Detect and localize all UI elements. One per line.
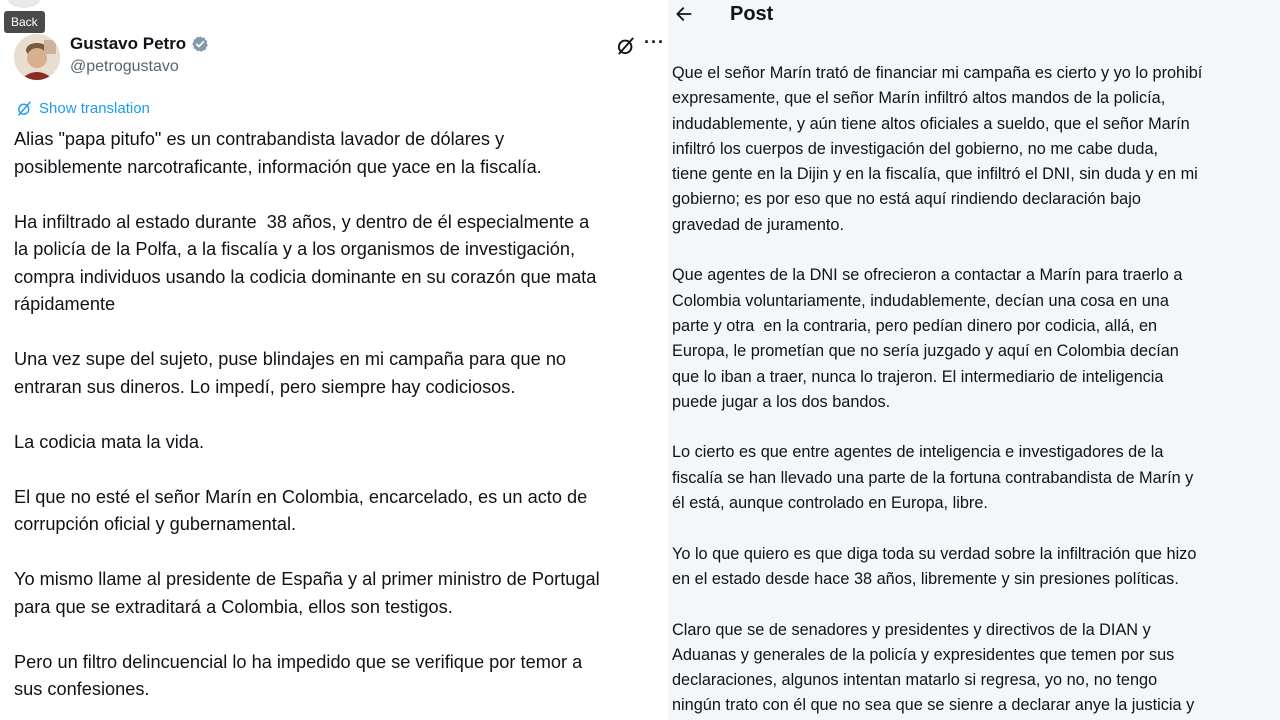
tweet-text	[14, 126, 666, 720]
more-options-icon[interactable]: ···	[644, 32, 665, 52]
tweet-paragraph: Una vez supe del sujeto, puse blindajes en mi campaña para que no entraran sus dineros. Lo impedí, pero siempre hay codiciosos.	[14, 349, 567, 397]
tweet-paragraph: Alias "papa pitufo" es un contrabandista lavador de dólares y posiblemente narcotraficante, información que yace en la fiscalía.	[14, 129, 542, 177]
post-text	[672, 61, 1276, 720]
tweet-paragraph: La codicia mata la vida.	[14, 431, 205, 452]
grok-icon[interactable]	[616, 36, 636, 56]
avatar[interactable]	[14, 34, 60, 80]
tweet-paragraph: Pero un filtro delincuencial lo ha impedido que se verifique por temor a sus confesiones.	[14, 651, 583, 699]
back-tooltip: Back	[4, 11, 45, 33]
author-name[interactable]	[70, 34, 209, 54]
tweet-paragraph: Yo mismo llame al presidente de España y al primer ministro de Portugal para que se extraditará a Colombia, ellos son testigos.	[14, 569, 600, 617]
tweet-paragraph: El que no esté el señor Marín en Colombia, encarcelado, es un acto de corrupción oficial y gubernamental.	[14, 486, 588, 534]
post-paragraph: Que el señor Marín trató de financiar mi campaña es cierto y yo lo prohibí expresamente, que el señor Marín infiltró altos mandos de la policía, indudablemente, y aún tiene altos oficiales a sueldo, que el señor Marín infiltró los cuerpos de investigación del gobierno, no me cabe duda, tiene gente en la Dijin y en la fiscalía, que infiltró el DNI, sin duda y en mi gobierno; es por eso que no está aquí rindiendo declaración bajo gravedad de juramento.	[672, 64, 1203, 234]
back-arrow-icon[interactable]	[674, 4, 694, 24]
show-translation-label: Show translation	[39, 100, 150, 117]
post-paragraph: Lo cierto es que entre agentes de inteligencia e investigadores de la fiscalía se han llevado una parte de la fortuna contrabandista de Marín y él está, aunque controlado en Europa, libre.	[672, 443, 1194, 513]
avatar-photo-icon	[14, 34, 60, 80]
post-paragraph: Claro que se de senadores y presidentes y directivos de la DIAN y Aduanas y generales de la policía y expresidentes que temen por sus declaraciones, algunos intentan matarlo si regresa, yo no, no tengo ningún trato con él que no sea que se sienre a declarar anye la justicia y	[672, 620, 1195, 715]
tweet-paragraph: Ha infiltrado al estado durante 38 años, y dentro de él especialmente a la policía de la Polfa, a la fiscalía y a los organismos de investigación, compra individuos usando la codicia dominante en su corazón que mata rápidamente	[14, 211, 597, 314]
post-paragraph: Yo lo que quiero es que diga toda su verdad sobre la infiltración que hizo en el estado desde hace 38 años, libremente y sin presiones políticas.	[672, 544, 1197, 588]
back-button[interactable]	[6, 0, 42, 8]
author-name-text: Gustavo Petro	[70, 34, 187, 53]
post-header	[668, 0, 1280, 30]
right-post-panel	[668, 0, 1280, 720]
show-translation-link[interactable]	[16, 100, 150, 117]
author-handle[interactable]: @petrogustavo	[70, 58, 179, 75]
page-title: Post	[730, 3, 774, 25]
post-paragraph: Que agentes de la DNI se ofrecieron a contactar a Marín para traerlo a Colombia voluntariamente, indudablemente, decían una cosa en una parte y otra en la contraria, pero pedían dinero por codicia, allá, en Europa, le prometían que no sería juzgado y aquí en Colombia decían que lo iban a traer, nunca lo trajeron. El intermediario de inteligencia puede jugar a los dos bandos.	[672, 266, 1183, 411]
translate-icon	[16, 100, 33, 117]
verified-badge-icon	[191, 35, 209, 53]
